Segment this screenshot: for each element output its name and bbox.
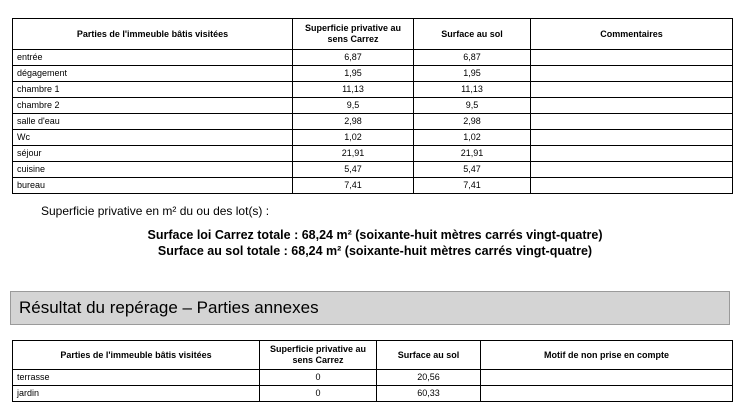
header-parts: Parties de l'immeuble bâtis visitées (13, 19, 293, 50)
header-carrez: Superficie privative au sens Carrez (260, 341, 377, 370)
annex-parts-table (12, 340, 733, 402)
table-row (13, 66, 733, 82)
header-comments: Commentaires (531, 19, 733, 50)
cell-carrez: 11,13 (293, 82, 414, 98)
total-sol: Surface au sol totale : 68,24 m² (soixante-huit mètres carrés vingt-quatre) (157, 244, 593, 258)
cell-part: bureau (13, 178, 293, 194)
cell-carrez: 1,02 (293, 130, 414, 146)
cell-carrez: 9,5 (293, 98, 414, 114)
cell-comment (531, 114, 733, 130)
cell-comment (531, 130, 733, 146)
cell-comment (531, 178, 733, 194)
table-row (13, 82, 733, 98)
cell-comment (531, 162, 733, 178)
cell-carrez: 6,87 (293, 50, 414, 66)
table-row (13, 98, 733, 114)
cell-comment (531, 98, 733, 114)
cell-sol: 1,02 (414, 130, 531, 146)
table-row (13, 50, 733, 66)
cell-sol: 2,98 (414, 114, 531, 130)
cell-sol: 9,5 (414, 98, 531, 114)
cell-carrez: 5,47 (293, 162, 414, 178)
table-row (13, 146, 733, 162)
table-row (13, 162, 733, 178)
cell-part: séjour (13, 146, 293, 162)
table-header-row (13, 19, 733, 50)
cell-sol: 21,91 (414, 146, 531, 162)
cell-sol: 7,41 (414, 178, 531, 194)
summary-label: Superficie privative en m² du ou des lot(s) : (41, 204, 270, 218)
visited-parts-table (12, 18, 733, 194)
cell-part: entrée (13, 50, 293, 66)
table-row (13, 386, 733, 402)
cell-comment (531, 82, 733, 98)
cell-comment (531, 146, 733, 162)
total-carrez: Surface loi Carrez totale : 68,24 m² (soixante-huit mètres carrés vingt-quatre) (147, 228, 603, 242)
header-sol: Surface au sol (414, 19, 531, 50)
cell-motif (481, 370, 733, 386)
cell-part: terrasse (13, 370, 260, 386)
cell-part: dégagement (13, 66, 293, 82)
header-carrez: Superficie privative au sens Carrez (293, 19, 414, 50)
table-row (13, 114, 733, 130)
cell-carrez: 0 (260, 370, 377, 386)
cell-sol: 11,13 (414, 82, 531, 98)
table-row (13, 178, 733, 194)
header-motif: Motif de non prise en compte (481, 341, 733, 370)
cell-comment (531, 50, 733, 66)
cell-part: cuisine (13, 162, 293, 178)
cell-sol: 1,95 (414, 66, 531, 82)
cell-sol: 6,87 (414, 50, 531, 66)
cell-carrez: 0 (260, 386, 377, 402)
cell-carrez: 7,41 (293, 178, 414, 194)
cell-carrez: 2,98 (293, 114, 414, 130)
header-parts: Parties de l'immeuble bâtis visitées (13, 341, 260, 370)
cell-carrez: 21,91 (293, 146, 414, 162)
table-row (13, 370, 733, 386)
cell-part: Wc (13, 130, 293, 146)
cell-sol: 60,33 (377, 386, 481, 402)
header-sol: Surface au sol (377, 341, 481, 370)
cell-carrez: 1,95 (293, 66, 414, 82)
cell-comment (531, 66, 733, 82)
cell-part: salle d'eau (13, 114, 293, 130)
table-header-row (13, 341, 733, 370)
cell-part: jardin (13, 386, 260, 402)
section-title-annexes: Résultat du repérage – Parties annexes (10, 291, 730, 325)
table-row (13, 130, 733, 146)
cell-sol: 20,56 (377, 370, 481, 386)
cell-motif (481, 386, 733, 402)
cell-part: chambre 2 (13, 98, 293, 114)
cell-sol: 5,47 (414, 162, 531, 178)
cell-part: chambre 1 (13, 82, 293, 98)
